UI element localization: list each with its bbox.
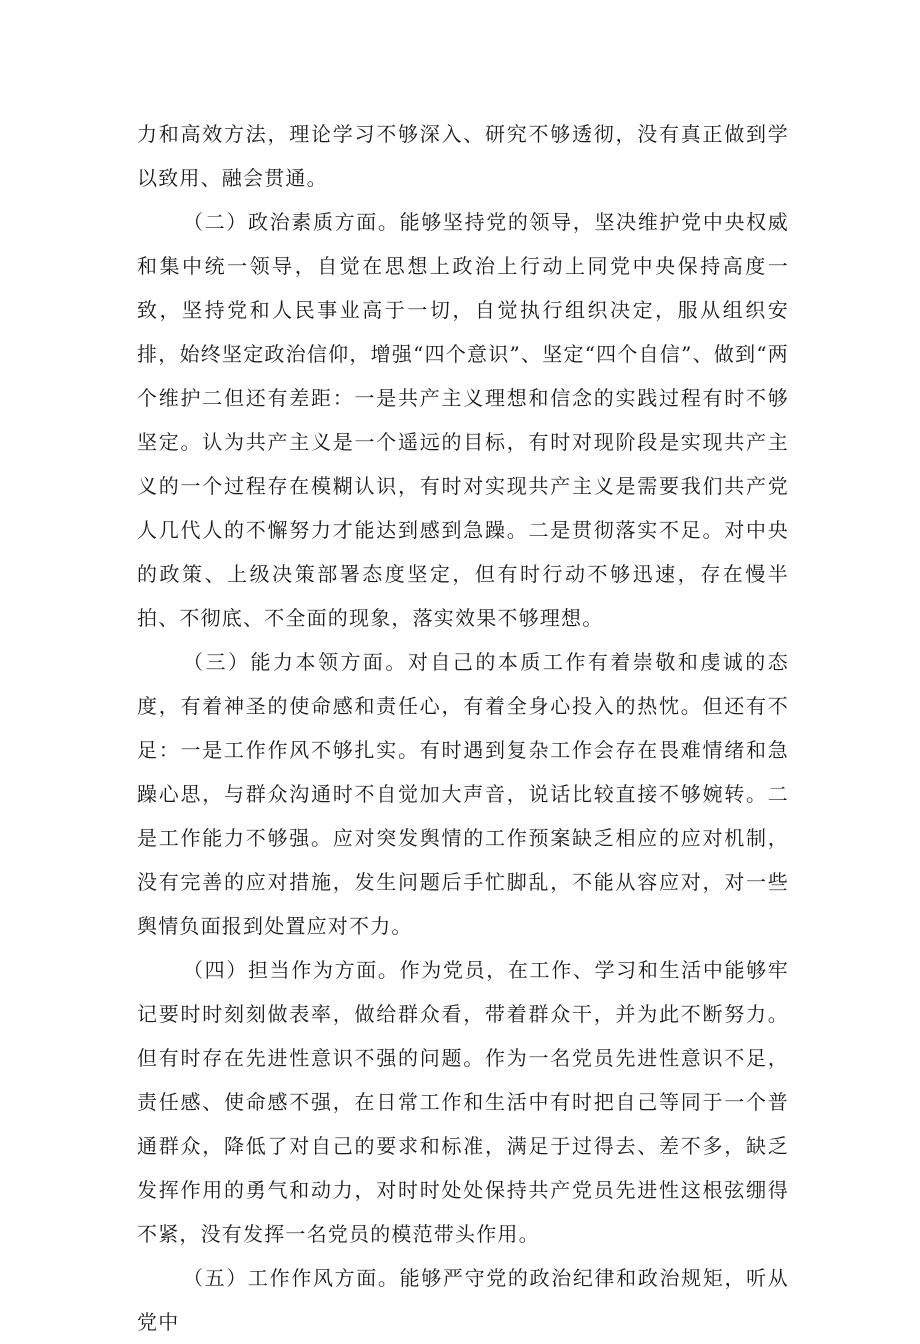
paragraph-political-quality: （二）政治素质方面。能够坚持党的领导，坚决维护党中央权威和集中统一领导，自觉在思想上政治上行动上同党中央保持高度一致，坚持党和人民事业高于一切，自觉执行组织决定，服从组织安排，始终坚定政治信仰，增强“四个意识”、坚定“四个自信”、做到“两个维护二但还有差距：一是共产主义理想和信念的实践过程有时不够坚定。认为共产主义是一个遥远的目标，有时对现阶段是实现共产主义的一个过程存在模糊认识，有时对实现共产主义是需要我们共产党人几代人的不懈努力才能达到感到急躁。二是贯彻落实不足。对中央的政策、上级决策部署态度坚定，但有时行动不够迅速，存在慢半拍、不彻底、不全面的现象，落实效果不够理想。 <box>137 210 789 630</box>
paragraph-work-style: （五）工作作风方面。能够严守党的政治纪律和政治规矩，听从党中 <box>137 1266 789 1334</box>
paragraph-responsibility: （四）担当作为方面。作为党员，在工作、学习和生活中能够牢记要时时刻刻做表率，做给群众看，带着群众干，并为此不断努力。但有时存在先进性意识不强的问题。作为一名党员先进性意识不足，责任感、使命感不强，在日常工作和生活中有时把自己等同于一个普通群众，降低了对自己的要求和标准，满足于过得去、差不多，缺乏发挥作用的勇气和动力，对时时处处保持共产党员先进性这根弦绷得不紧，没有发挥一名党员的模范带头作用。 <box>137 958 789 1246</box>
paragraph-continuation: 力和高效方法，理论学习不够深入、研究不够透彻，没有真正做到学以致用、融会贯通。 <box>137 122 789 190</box>
document-body <box>137 112 789 1344</box>
paragraph-ability: （三）能力本领方面。对自己的本质工作有着崇敬和虔诚的态度，有着神圣的使命感和责任心，有着全身心投入的热忱。但还有不足：一是工作作风不够扎实。有时遇到复杂工作会存在畏难情绪和急躁心思，与群众沟通时不自觉加大声音，说话比较直接不够婉转。二是工作能力不够强。应对突发舆情的工作预案缺乏相应的应对机制，没有完善的应对措施，发生问题后手忙脚乱，不能从容应对，对一些舆情负面报到处置应对不力。 <box>137 650 789 938</box>
